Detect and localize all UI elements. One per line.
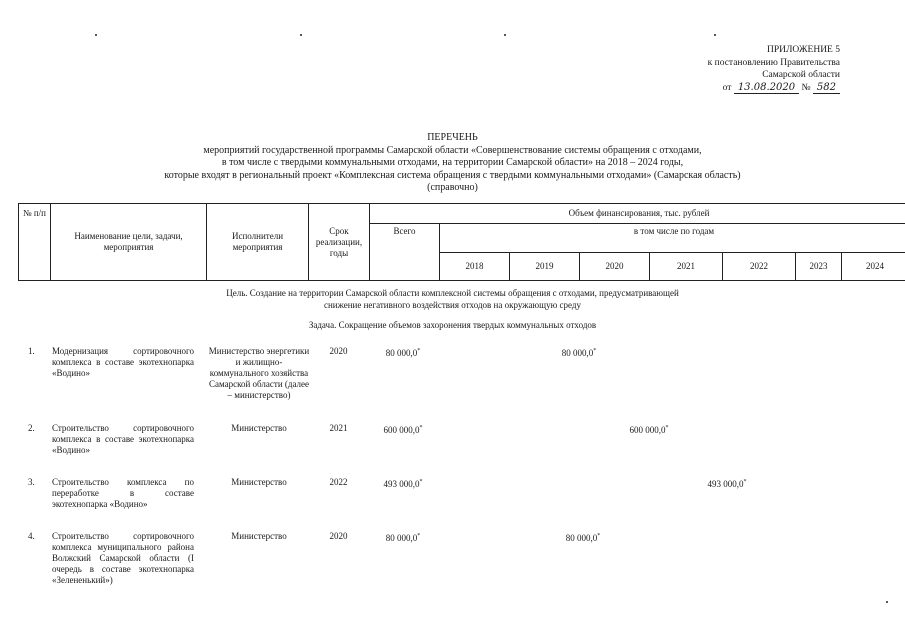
scan-speck [300, 34, 302, 36]
row-year-amount: 493 000,0 [707, 479, 744, 489]
row-term: 2020 [329, 531, 348, 541]
appendix-resolution: к постановлению Правительства [707, 57, 840, 68]
row-total-value: 80 000,0 [385, 533, 418, 543]
scan-speck [95, 34, 97, 36]
row-executor: Министерство [231, 531, 287, 541]
goal-text [0, 288, 905, 311]
footnote-mark: * [665, 425, 669, 431]
col-num-header: № п/п [19, 204, 51, 281]
row-year-value [550, 531, 616, 544]
row-total [370, 346, 436, 359]
row-term: 2022 [329, 477, 348, 487]
number-label: № [801, 82, 811, 93]
row-term: 2020 [329, 346, 348, 356]
row-year-amount: 80 000,0 [565, 533, 598, 543]
year-header: 2018 [440, 253, 510, 281]
from-label: от [722, 82, 732, 93]
row-executor: Министерство [231, 423, 287, 433]
row-year-value [616, 423, 682, 436]
row-number: 1. [28, 346, 35, 356]
title-heading: ПЕРЕЧЕНЬ [427, 132, 478, 143]
footnote-mark: * [419, 425, 423, 431]
row-number: 3. [28, 477, 35, 487]
footnote-mark: * [417, 348, 421, 354]
year-header: 2020 [580, 253, 650, 281]
task-text: Задача. Сокращение объемов захоронения твердых коммунальных отходов [308, 320, 597, 330]
title-line-1: мероприятий государственной программы Самарской области «Совершенствование системы обращения с отходами, [203, 144, 702, 156]
row-total-value: 80 000,0 [385, 348, 418, 358]
appendix-title: ПРИЛОЖЕНИЕ 5 [766, 45, 840, 55]
year-header: 2019 [510, 253, 580, 281]
footnote-mark: * [593, 348, 597, 354]
scan-speck [714, 34, 716, 36]
row-name: Модернизация сортировочного комплекса в составе экотехнопарка «Водино» [52, 346, 194, 378]
row-executor: Министерство [231, 477, 287, 487]
footnote-mark: * [419, 479, 423, 485]
scan-speck [504, 34, 506, 36]
row-number: 4. [28, 531, 35, 541]
row-name: Строительство комплекса по переработке в составе экотехнопарка «Водино» [52, 477, 194, 509]
handwritten-date: 13.08.2020 [734, 82, 799, 94]
handwritten-number: 582 [813, 82, 840, 94]
col-name-header: Наименование цели, задачи, мероприятия [51, 204, 207, 281]
goal-line-2: снижение негативного воздействия отходов на окружающую среду [323, 299, 582, 310]
row-year-amount: 600 000,0 [629, 425, 666, 435]
year-header: 2023 [796, 253, 842, 281]
title-line-2: в том числе с твердыми коммунальными отходами, на территории Самарской области» на 2018 – 2024 годы, [221, 157, 684, 168]
title-line-4: (справочно) [427, 182, 478, 193]
row-number: 2. [28, 423, 35, 433]
title-line-3: которые входят в региональный проект «Комплексная система обращения с твердыми коммунальными отходами» (Самарская область) [164, 169, 741, 181]
scan-speck [886, 601, 888, 603]
row-total-value: 493 000,0 [383, 479, 420, 489]
row-total [370, 423, 436, 436]
row-total [370, 531, 436, 544]
row-name: Строительство сортировочного комплекса в составе экотехнопарка «Водино» [52, 423, 194, 455]
row-name: Строительство сортировочного комплекса муниципального района Волжский Самарской области (I очередь в составе экотехнопарка «Зелененький») [52, 531, 194, 585]
appendix-date-line [640, 82, 840, 95]
row-total-value: 600 000,0 [383, 425, 420, 435]
year-header: 2021 [650, 253, 723, 281]
row-term: 2021 [329, 423, 348, 433]
year-header: 2022 [723, 253, 796, 281]
appendix-block [640, 44, 840, 94]
footnote-mark: * [743, 479, 747, 485]
col-funding-header: Объем финансирования, тыс. рублей [370, 204, 905, 224]
document-title [0, 132, 905, 195]
row-year-value [546, 346, 612, 359]
col-total-header: Всего [370, 224, 440, 281]
header-table [18, 203, 905, 281]
row-total [370, 477, 436, 490]
footnote-mark: * [597, 533, 601, 539]
row-year-value [694, 477, 760, 490]
col-executor-header: Исполнители мероприятия [207, 204, 309, 281]
col-term-header: Срок реализации, годы [309, 204, 370, 281]
row-executor: Министерство энергетики и жилищно-коммунального хозяйства Самарской области (далее – министерство) [208, 346, 310, 400]
col-by-years-header: в том числе по годам [440, 224, 905, 253]
year-header: 2024 [842, 253, 905, 281]
footnote-mark: * [417, 533, 421, 539]
row-year-amount: 80 000,0 [561, 348, 594, 358]
goal-line-1: Цель. Создание на территории Самарской области комплексной системы обращения с отходами, предусматривающей [226, 288, 679, 298]
appendix-region: Самарской области [762, 70, 840, 80]
